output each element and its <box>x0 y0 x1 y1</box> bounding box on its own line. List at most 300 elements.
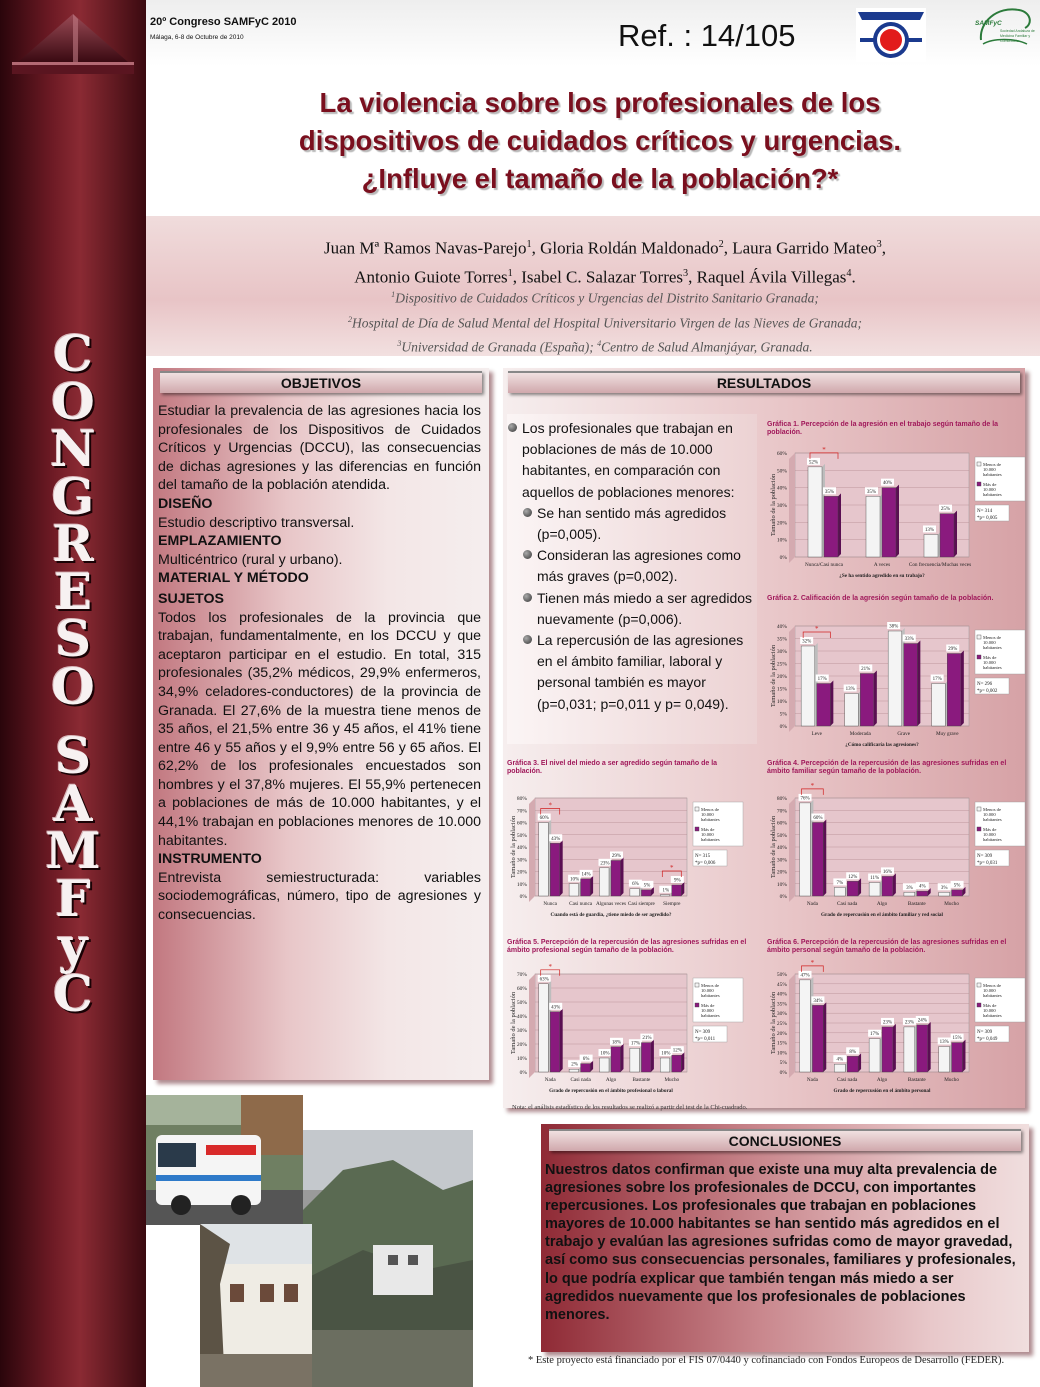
data-label: 16% <box>882 869 893 875</box>
bar <box>869 883 880 896</box>
landscape-photo <box>303 1130 473 1387</box>
bar <box>904 644 918 727</box>
stats-n: N= 309 <box>977 1030 993 1035</box>
data-label: 15% <box>952 1036 962 1042</box>
y-tick-label: 35% <box>776 1001 787 1008</box>
x-tick-label: Casi nada <box>837 901 858 907</box>
y-tick-label: 40% <box>776 485 787 492</box>
data-label: 60% <box>813 816 823 821</box>
stats-n: N= 296 <box>977 682 993 687</box>
authors-line-1: Juan Mª Ramos Navas-Parejo$^1$, Gloria Roldán Maldonado$^2$, Laura Garrido Mateo$^3$, <box>324 238 886 258</box>
y-tick-label: 25% <box>776 1021 787 1027</box>
y-tick-label: 35% <box>776 636 787 643</box>
legend-label: Menos de <box>701 983 719 988</box>
data-label: 13% <box>845 687 855 692</box>
x-tick-label: Casi nada <box>837 1077 858 1083</box>
stats-p: *p= 0,049 <box>977 1037 998 1042</box>
bar <box>904 1027 915 1072</box>
sujetos-heading: SUJETOS <box>158 590 224 607</box>
legend-label: Menos de <box>701 807 719 812</box>
legend-label: 10.000 <box>983 487 996 492</box>
data-label: 10% <box>570 877 580 883</box>
data-label: 23% <box>600 861 610 867</box>
bar <box>847 881 858 896</box>
bar-side <box>961 651 964 727</box>
legend-label: habitantes <box>983 817 1002 822</box>
y-tick-label: 15% <box>776 1040 787 1047</box>
data-label: 52% <box>808 460 819 466</box>
y-tick-label: 20% <box>516 1042 527 1048</box>
stats-n: N= 309 <box>977 854 993 859</box>
legend-label: Más de <box>983 827 997 832</box>
bullet-icon <box>523 550 532 559</box>
data-label: 18% <box>611 1040 622 1046</box>
bar <box>869 1039 880 1072</box>
bar <box>824 496 838 557</box>
plot-wall <box>789 453 795 563</box>
stats-n: N= 309 <box>695 1030 711 1035</box>
y-axis-label: Tamaño de la población <box>770 815 777 879</box>
significance-star: * <box>815 625 819 633</box>
data-label: 11% <box>870 876 880 882</box>
legend-label: habitantes <box>983 492 1002 497</box>
y-axis-label: Tamaño de la población <box>770 473 777 537</box>
data-label: 76% <box>800 796 810 802</box>
data-label: 3% <box>940 885 948 891</box>
data-label: 29% <box>948 647 958 652</box>
y-tick-label: 50% <box>776 468 787 475</box>
chart-5 <box>505 962 745 1096</box>
x-tick-label: Casi siempre <box>627 901 655 907</box>
x-axis-label: Grado de repercusión en el ámbito profesional o laboral <box>549 1088 673 1094</box>
statistics-note: Nota: el análisis estadístico de los resultados se realizó a partir del test de la Chi-cuadrado. <box>512 1104 748 1111</box>
data-label: 33% <box>904 637 914 642</box>
y-tick-label: 50% <box>516 832 527 839</box>
y-tick-label: 30% <box>776 857 787 864</box>
data-label: 17% <box>817 677 827 682</box>
legend-label: 10.000 <box>983 1008 996 1013</box>
y-tick-label: 50% <box>776 972 787 978</box>
emplazamiento-text: Multicéntrico (rural y urbano). <box>158 551 343 568</box>
y-tick-label: 60% <box>776 820 787 827</box>
x-axis-label: Grado de repercusión en el ámbito familiar y red social <box>821 912 943 918</box>
x-tick-label: Muy grave <box>935 731 959 737</box>
bar <box>581 879 591 896</box>
y-tick-label: 5% <box>779 711 787 718</box>
legend-label: 10.000 <box>701 988 714 993</box>
data-label: 4% <box>918 884 926 890</box>
y-tick-label: 10% <box>516 1056 527 1062</box>
bar <box>641 1043 651 1072</box>
legend-swatch <box>977 1003 981 1007</box>
x-tick-label: Casi nada <box>570 1077 591 1083</box>
bar-side <box>858 878 861 896</box>
x-tick-label: Nada <box>806 1077 818 1083</box>
conclusions-text: Nuestros datos confirman que existe una muy alta prevalencia de agresiones sobre los profesionales de DCCU, con importantes repercusiones. Los profesionales que trabajan en poblaciones mayores de 10.000 habitantes se han sentido más agredidos en el trabajo y evalúan las agresiones sufridas como de mayor gravedad, así como sus consecuencias personales, familiares y profesionales, lo que podría explicar que también tengan más miedo a ser agredidos nuevamente que los profesionales de poblaciones menores. <box>545 1162 1016 1323</box>
x-tick-label: Bastante <box>632 1077 651 1083</box>
chart-1-title: Gráfica 1. Percepción de la agresión en el trabajo según tamaño de la población. <box>767 421 999 436</box>
y-tick-label: 20% <box>776 674 787 680</box>
affiliation-2: $^2$Hospital de Día de Salud Mental del Hospital Universitario Virgen de las Nieves de Granada; <box>348 314 862 330</box>
x-tick-label: Bastante <box>907 1077 926 1083</box>
x-tick-label: Mucho <box>664 1077 680 1083</box>
x-axis-label: ¿Se ha sentido agredido en su trabajo? <box>839 573 925 579</box>
results-intro: Los profesionales que trabajan en poblaciones de más de 10.000 habitantes, en comparación con aquellos de poblaciones menores: <box>505 418 755 503</box>
data-label: 47% <box>800 973 810 979</box>
legend-label: 10.000 <box>701 812 714 817</box>
stats-p: *p= 0,031 <box>977 861 998 866</box>
y-tick-label: 40% <box>776 845 787 851</box>
y-tick-label: 15% <box>776 686 787 693</box>
y-axis-label: Tamaño de la población <box>510 815 517 879</box>
y-tick-label: 10% <box>516 881 527 888</box>
x-tick-label: Mucho <box>944 901 959 907</box>
legend-label: 10.000 <box>983 832 996 837</box>
stats-p: *p= 0,002 <box>977 689 998 694</box>
x-tick-label: Con frecuencia/Muchas veces <box>908 562 972 568</box>
legend-label: Más de <box>701 827 715 832</box>
data-label: 17% <box>630 1041 640 1047</box>
bar <box>812 823 823 897</box>
bar <box>672 1055 682 1072</box>
x-tick-label: Nada <box>806 901 818 907</box>
result-item: Tienen más miedo a ser agredidos nuevamente (p=0,006). <box>505 588 755 630</box>
legend-swatch <box>977 462 981 466</box>
sidebar-letter: F <box>55 868 91 928</box>
y-tick-label: 10% <box>776 881 787 888</box>
x-axis-label: ¿Cómo calificaría las agresiones? <box>845 742 919 748</box>
legend-label: habitantes <box>701 1013 720 1018</box>
x-tick-label: Leve <box>811 731 822 737</box>
significance-star: * <box>822 445 826 454</box>
bar-side <box>928 1022 931 1072</box>
sidebar-column <box>0 0 146 1387</box>
significance-star: * <box>810 781 815 790</box>
data-label: 21% <box>642 1036 652 1042</box>
samfyc-logo-text: SAMFyC <box>975 20 1002 27</box>
y-axis-label: Tamaño de la población <box>510 991 517 1055</box>
x-tick-label: Moderada <box>849 731 871 737</box>
bar <box>800 803 811 896</box>
y-tick-label: 20% <box>516 869 527 876</box>
legend-swatch <box>977 635 981 639</box>
y-tick-label: 20% <box>776 869 787 876</box>
y-tick-label: 30% <box>776 649 787 655</box>
data-label: 5% <box>643 883 651 889</box>
bar <box>630 1048 640 1072</box>
bar <box>924 534 938 557</box>
congress-logo-icon <box>856 8 926 62</box>
data-label: 14% <box>581 872 591 878</box>
chart-4-title: Gráfica 4. Percepción de la repercusión de las agresiones sufridas en el ámbito familiar según tamaño de la población. <box>767 760 1007 775</box>
bar <box>539 823 549 897</box>
legend-label: Más de <box>983 655 997 660</box>
legend-swatch <box>695 827 699 831</box>
bullet-icon <box>523 508 532 517</box>
result-item: Consideran las agresiones como más graves (p=0,002). <box>505 545 755 587</box>
legend-label: 10.000 <box>983 988 996 993</box>
y-tick-label: 80% <box>516 796 527 802</box>
y-tick-label: 40% <box>516 1014 527 1020</box>
data-label: 12% <box>848 874 858 880</box>
data-label: 32% <box>802 639 812 645</box>
legend-label: 10.000 <box>983 640 996 645</box>
bar <box>611 1047 621 1072</box>
roof-ornament <box>0 0 146 92</box>
methods-text <box>158 402 481 925</box>
legend-swatch <box>977 655 981 659</box>
title-line-3: ¿Influye el tamaño de la población?* <box>361 163 839 194</box>
chart-1 <box>765 445 1027 581</box>
bar <box>947 654 961 727</box>
bar-side <box>621 857 624 896</box>
data-label: 5% <box>953 883 961 889</box>
bar-side <box>838 493 841 557</box>
bullet-icon <box>508 423 517 432</box>
data-label: 10% <box>661 1051 671 1057</box>
sidebar-letter: y <box>58 916 88 975</box>
legend-label: Menos de <box>983 807 1001 812</box>
y-tick-label: 60% <box>516 986 527 992</box>
bullet-icon <box>523 593 532 602</box>
y-tick-label: 10% <box>776 699 787 705</box>
chart-2 <box>765 618 1027 750</box>
result-item: Se han sentido más agredidos (p=0,005). <box>505 503 755 545</box>
affiliations <box>170 284 1040 358</box>
bar <box>888 631 902 726</box>
bar <box>952 1043 963 1072</box>
y-tick-label: 25% <box>776 661 787 668</box>
objetivos-heading: OBJETIVOS <box>160 371 482 393</box>
reference-number: Ref. : 14/105 <box>618 18 796 53</box>
sidebar-letter: O <box>51 656 95 716</box>
bar <box>569 884 579 896</box>
bar <box>866 496 880 557</box>
legend-label: Menos de <box>983 462 1001 467</box>
y-tick-label: 60% <box>776 451 787 457</box>
bar-side <box>830 681 833 727</box>
bar-side <box>858 1053 861 1072</box>
bar <box>550 1012 560 1072</box>
data-label: 25% <box>940 507 951 513</box>
data-label: 1% <box>662 888 670 894</box>
data-label: 6% <box>632 882 639 888</box>
data-label: 63% <box>539 977 549 983</box>
conclusiones-heading: CONCLUSIONES <box>549 1129 1021 1151</box>
sidebar-letter: A <box>53 773 93 833</box>
bar <box>539 984 549 1072</box>
bar <box>932 684 946 727</box>
sidebar-letter: N <box>50 419 96 478</box>
plot-wall <box>789 798 795 902</box>
bar <box>569 1069 579 1072</box>
bar <box>801 646 815 726</box>
data-label: 21% <box>861 667 871 672</box>
y-tick-label: 50% <box>776 832 787 839</box>
bar <box>611 860 621 896</box>
result-item: La repercusión de las agresiones en el ámbito familiar, laboral y personal también es mayor (p=0,031; p=0,011 y p= 0,049). <box>505 630 755 715</box>
bar <box>917 891 928 896</box>
sidebar-letter: O <box>51 371 95 431</box>
chart-6-title: Gráfica 6. Percepción de la repercusión de las agresiones sufridas en el ámbito personal según tamaño de la población. <box>767 939 1007 954</box>
legend-swatch <box>977 807 981 811</box>
plot-wall <box>529 798 535 902</box>
bar <box>817 684 831 727</box>
sidebar-letter: G <box>51 466 95 526</box>
data-label: 23% <box>882 1020 893 1026</box>
y-tick-label: 0% <box>519 894 527 900</box>
ambulance-photo <box>146 1095 303 1225</box>
sidebar-letter: M <box>45 821 101 880</box>
bar-side <box>954 511 957 557</box>
instrumento-heading: INSTRUMENTO <box>158 851 262 868</box>
data-label: 34% <box>813 998 823 1004</box>
chart-6 <box>765 958 1027 1096</box>
legend-label: Más de <box>701 1003 715 1008</box>
bar <box>904 892 915 896</box>
bar <box>641 890 651 896</box>
legend-swatch <box>977 482 981 486</box>
samfyc-logo-subtitle: Sociedad Andaluza de Medicina Familiar y Comunitaria <box>1000 29 1035 43</box>
bar <box>834 1064 845 1072</box>
authors-line-2: Antonio Guiote Torres$^1$, Isabel C. Salazar Torres$^3$, Raquel Ávila Villegas$^4$. <box>354 267 856 287</box>
bar-side <box>917 641 920 727</box>
bar <box>847 1056 858 1072</box>
instrumento-text: Entrevista semiestructurada: variables sociodemográficas, número, tipo de agresiones y consecuencias. <box>158 869 481 924</box>
bar-side <box>893 873 896 896</box>
data-label: 7% <box>836 880 844 886</box>
legend-label: habitantes <box>701 817 720 822</box>
legend-label: habitantes <box>983 993 1002 998</box>
chart-2-title: Gráfica 2. Calificación de la agresión según tamaño de la población. <box>767 595 994 602</box>
y-axis-label: Tamaño de la población <box>770 991 777 1055</box>
data-label: 9% <box>673 878 681 884</box>
data-label: 40% <box>882 481 893 487</box>
y-axis-label: Tamaño de la población <box>770 644 777 708</box>
sidebar-letter: R <box>52 514 94 573</box>
chart-5-title: Gráfica 5. Percepción de la repercusión de las agresiones sufridas en el ámbito profesional según tamaño de la población. <box>507 939 747 954</box>
data-label: 13% <box>924 527 935 533</box>
y-tick-label: 0% <box>779 555 787 561</box>
affiliation-1: $^1$Dispositivo de Cuidados Críticos y Urgencias del Distrito Sanitario Granada; <box>391 290 819 306</box>
legend-label: habitantes <box>983 1013 1002 1018</box>
bar <box>917 1025 928 1072</box>
bar <box>660 895 670 896</box>
legend-label: 10.000 <box>701 1008 714 1013</box>
bar <box>630 889 640 896</box>
authors-block <box>170 232 1040 289</box>
x-axis-label: Grado de repercusión en el ámbito personal <box>833 1088 931 1094</box>
bar <box>550 843 560 896</box>
bar <box>845 694 859 727</box>
x-tick-label: Algunas veces <box>595 901 627 907</box>
legend-label: Menos de <box>983 635 1001 640</box>
legend-label: habitantes <box>983 472 1002 477</box>
legend-label: habitantes <box>983 837 1002 842</box>
sidebar-letter: E <box>53 561 93 621</box>
y-tick-label: 20% <box>776 520 787 527</box>
data-label: 3% <box>906 885 913 891</box>
significance-star: * <box>548 962 552 971</box>
data-label: 60% <box>539 816 549 821</box>
bar <box>939 1047 950 1072</box>
y-tick-label: 0% <box>779 894 787 900</box>
data-label: 10% <box>600 1051 610 1057</box>
data-label: 17% <box>870 1032 880 1038</box>
y-tick-label: 20% <box>776 1030 787 1037</box>
bar <box>600 1058 610 1072</box>
results-list <box>505 418 755 715</box>
y-tick-label: 40% <box>776 624 787 630</box>
y-tick-label: 40% <box>516 845 527 851</box>
congress-name: 20º Congreso SAMFyC 2010 <box>150 16 297 28</box>
plot-wall <box>529 974 535 1078</box>
legend-label: Menos de <box>983 983 1001 988</box>
building-photo <box>200 1224 312 1387</box>
bar-side <box>874 671 877 727</box>
bar <box>660 1058 670 1072</box>
y-tick-label: 30% <box>516 1028 527 1034</box>
bar <box>812 1005 823 1072</box>
bar-side <box>560 840 563 896</box>
bar <box>882 1027 893 1072</box>
bar <box>581 1064 591 1072</box>
bar <box>882 876 893 896</box>
legend-swatch <box>695 807 699 811</box>
x-tick-label: Siempre <box>663 901 681 907</box>
significance-star: * <box>548 801 552 810</box>
legend-swatch <box>695 983 699 987</box>
bar-side <box>590 876 593 896</box>
poster-title <box>160 84 1040 198</box>
y-tick-label: 80% <box>776 796 787 802</box>
bar-side <box>621 1044 624 1072</box>
plot-wall <box>789 626 795 732</box>
data-label: 23% <box>904 1020 915 1026</box>
legend-label: habitantes <box>701 837 720 842</box>
legend-swatch <box>977 983 981 987</box>
y-tick-label: 10% <box>776 1050 787 1057</box>
data-label: 43% <box>551 1005 561 1011</box>
y-tick-label: 50% <box>516 1000 527 1006</box>
data-label: 24% <box>917 1018 927 1024</box>
data-label: 43% <box>551 836 561 842</box>
bar <box>860 674 874 727</box>
chart-3 <box>505 790 745 920</box>
y-tick-label: 70% <box>516 972 527 978</box>
legend-label: habitantes <box>701 993 720 998</box>
title-line-1: La violencia sobre los profesionales de los <box>319 87 881 118</box>
bar-side <box>893 1024 896 1072</box>
stats-p: *p= 0,011 <box>695 1037 716 1042</box>
legend-label: 10.000 <box>983 812 996 817</box>
affiliation-3: $^3$Universidad de Granada (España); $^4$Centro de Salud Almanjáyar, Granada. <box>397 339 813 355</box>
x-tick-label: A veces <box>873 562 891 568</box>
bar <box>939 892 950 896</box>
data-label: 6% <box>582 1057 590 1063</box>
x-tick-label: Nunca/Casi nunca <box>805 562 843 568</box>
data-label: 35% <box>824 489 835 495</box>
legend-label: 10.000 <box>701 832 714 837</box>
stats-p: *p= 0,005 <box>977 516 998 521</box>
bar <box>600 868 610 896</box>
sidebar-letter: C <box>53 963 93 1023</box>
chart-3-title: Gráfica 3. El nivel del miedo a ser agredido según tamaño de la población. <box>507 760 718 775</box>
legend-label: Más de <box>983 482 997 487</box>
material-metodo-heading: MATERIAL Y MÉTODO <box>158 570 309 587</box>
bar-side <box>651 1040 654 1072</box>
data-label: 4% <box>836 1057 844 1063</box>
